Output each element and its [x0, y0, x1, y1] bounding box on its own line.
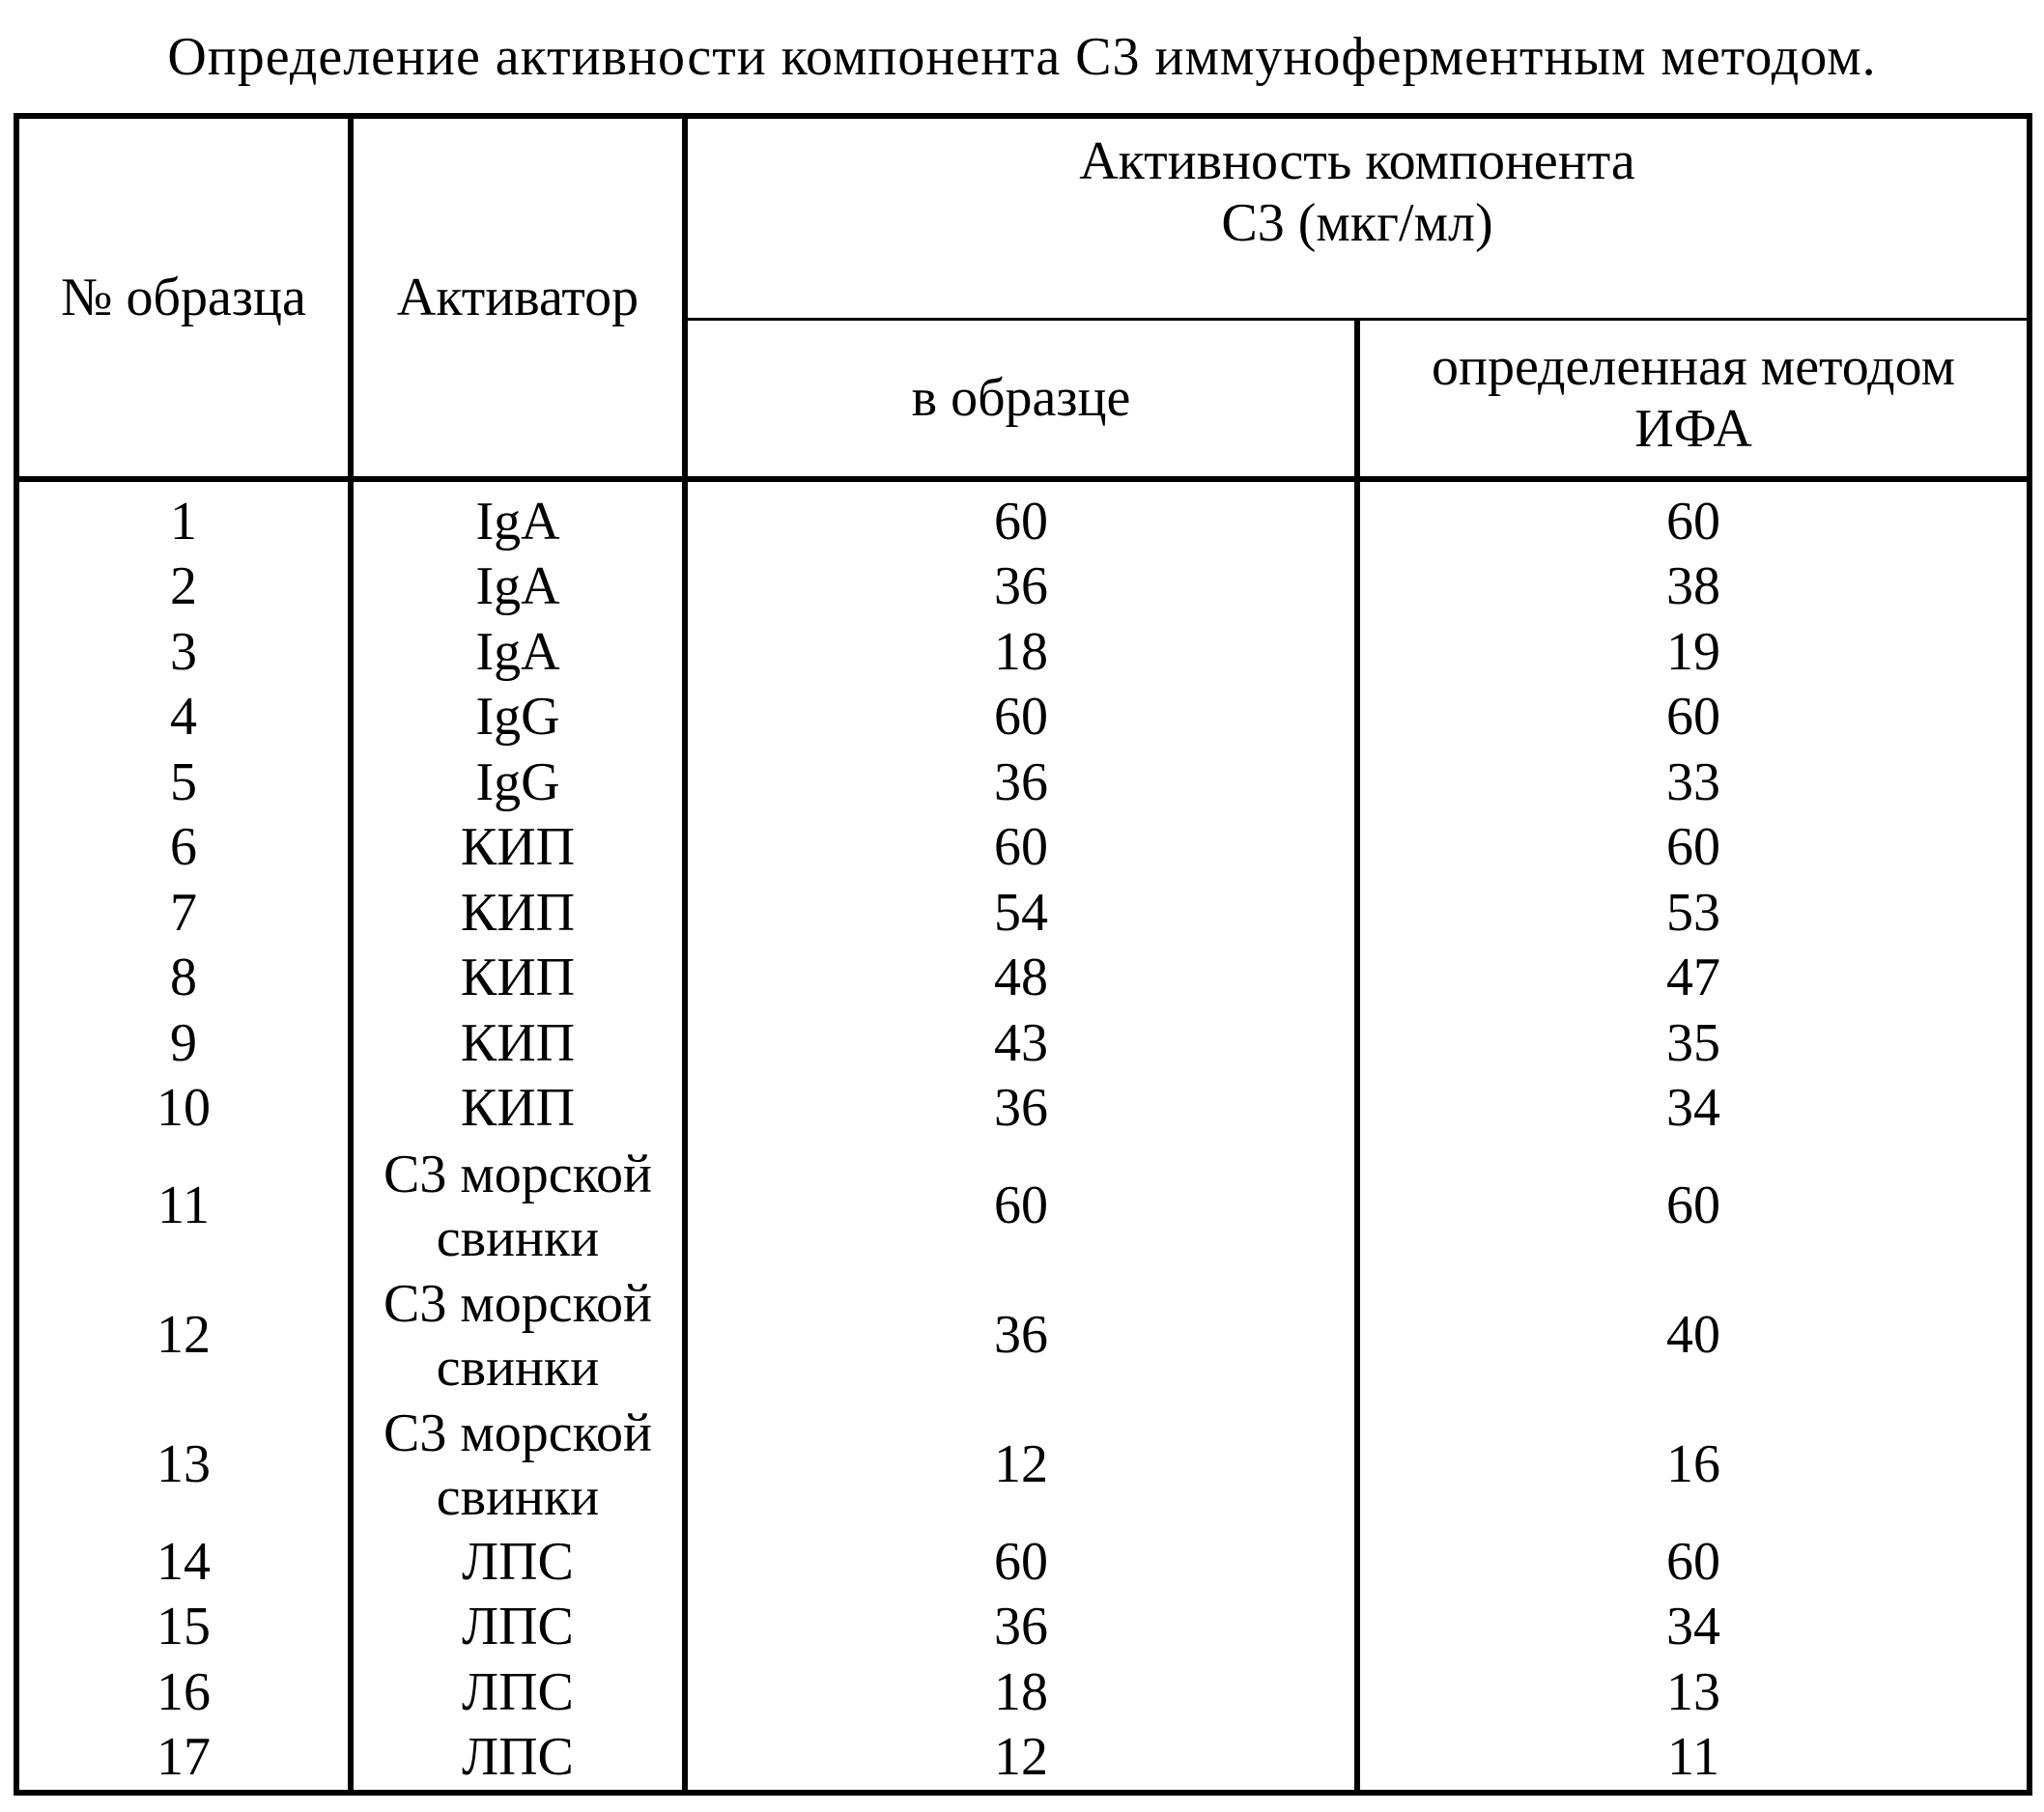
cell-in-sample: 12	[685, 1725, 1357, 1793]
cell-sample-no: 10	[16, 1076, 351, 1142]
cell-sample-no: 4	[16, 685, 351, 750]
cell-activator-line2: свинки	[436, 1466, 600, 1527]
header-in-sample: в образце	[685, 319, 1357, 479]
cell-activator: IgA	[351, 554, 685, 620]
header-activator: Активатор	[351, 116, 685, 479]
table-row	[16, 685, 2030, 750]
cell-elisa: 53	[1666, 882, 1720, 943]
table-body	[16, 479, 2030, 1793]
table-row	[16, 1660, 2030, 1726]
header-sample-no: № образца	[16, 116, 351, 479]
cell-activator: КИП	[351, 881, 685, 947]
cell-activator: ЛПС	[351, 1725, 685, 1793]
table-row	[16, 815, 2030, 881]
cell-activator: IgA	[351, 479, 685, 554]
cell-sample-no: 5	[16, 750, 351, 816]
cell-sample-no: 13	[16, 1401, 351, 1530]
cell-sample-no: 12	[16, 1271, 351, 1401]
cell-in-sample: 60	[685, 1142, 1357, 1271]
cell-activator	[351, 1401, 685, 1530]
cell-activator: ЛПС	[351, 1530, 685, 1596]
cell-sample-no: 1	[16, 479, 351, 554]
header-elisa-line1: определенная методом	[1431, 337, 1956, 398]
cell-elisa: 60	[1666, 492, 1720, 552]
cell-in-sample: 18	[685, 620, 1357, 686]
cell-elisa: 35	[1666, 1012, 1720, 1073]
table-row	[16, 554, 2030, 620]
cell-elisa: 33	[1666, 751, 1720, 812]
table-row	[16, 1595, 2030, 1660]
cell-activator: КИП	[351, 1011, 685, 1077]
cell-in-sample: 60	[685, 1530, 1357, 1596]
table-caption: Определение активности компонента С3 иммуноферментным методом.	[167, 27, 1877, 87]
cell-elisa: 19	[1666, 621, 1720, 682]
cell-in-sample: 36	[685, 1271, 1357, 1401]
header-activity-group-line2: С3 (мкг/мл)	[1221, 193, 1493, 253]
cell-activator: IgA	[351, 620, 685, 686]
header-elisa-line2: ИФА	[1634, 399, 1752, 460]
cell-activator-line2: свинки	[436, 1207, 600, 1268]
cell-activator: КИП	[351, 946, 685, 1011]
cell-elisa: 60	[1666, 687, 1720, 748]
cell-in-sample: 48	[685, 946, 1357, 1011]
cell-in-sample: 36	[685, 1076, 1357, 1142]
cell-in-sample: 54	[685, 881, 1357, 947]
cell-elisa: 60	[1666, 817, 1720, 878]
table-row	[16, 946, 2030, 1011]
cell-activator: IgG	[351, 685, 685, 750]
table-row	[16, 1271, 2030, 1401]
table-row	[16, 479, 2030, 554]
table-row	[16, 1725, 2030, 1793]
cell-sample-no: 15	[16, 1595, 351, 1660]
cell-in-sample: 43	[685, 1011, 1357, 1077]
table-row	[16, 1401, 2030, 1530]
cell-activator	[351, 1271, 685, 1401]
cell-activator-line2: свинки	[436, 1337, 600, 1398]
cell-elisa: 47	[1666, 948, 1720, 1008]
cell-in-sample: 12	[685, 1401, 1357, 1530]
cell-sample-no: 2	[16, 554, 351, 620]
header-activity-group	[685, 116, 2030, 319]
cell-elisa: 34	[1666, 1597, 1720, 1657]
cell-activator-line1: С3 морской	[383, 1402, 652, 1463]
cell-sample-no: 3	[16, 620, 351, 686]
cell-elisa: 11	[1667, 1727, 1719, 1787]
cell-sample-no: 16	[16, 1660, 351, 1726]
header-elisa	[1357, 319, 2030, 479]
activity-table	[14, 113, 2032, 1796]
cell-elisa: 13	[1666, 1661, 1720, 1722]
table-row	[16, 881, 2030, 947]
cell-sample-no: 8	[16, 946, 351, 1011]
cell-activator: КИП	[351, 1076, 685, 1142]
cell-activator: ЛПС	[351, 1660, 685, 1726]
cell-in-sample: 60	[685, 685, 1357, 750]
cell-activator: ЛПС	[351, 1595, 685, 1660]
header-activity-group-line1: Активность компонента	[1079, 131, 1635, 191]
cell-sample-no: 7	[16, 881, 351, 947]
cell-in-sample: 36	[685, 1595, 1357, 1660]
table-header	[16, 116, 2030, 479]
table-row	[16, 1142, 2030, 1271]
cell-elisa: 38	[1666, 556, 1720, 617]
cell-activator: IgG	[351, 750, 685, 816]
table-row	[16, 1076, 2030, 1142]
cell-activator: КИП	[351, 815, 685, 881]
cell-in-sample: 60	[685, 815, 1357, 881]
cell-activator-line1: С3 морской	[383, 1273, 652, 1334]
cell-sample-no: 6	[16, 815, 351, 881]
cell-in-sample: 18	[685, 1660, 1357, 1726]
table-row	[16, 1011, 2030, 1077]
cell-sample-no: 9	[16, 1011, 351, 1077]
cell-activator-line1: С3 морской	[383, 1144, 652, 1204]
cell-in-sample: 36	[685, 750, 1357, 816]
cell-sample-no: 17	[16, 1725, 351, 1793]
table-row	[16, 750, 2030, 816]
cell-activator	[351, 1142, 685, 1271]
cell-in-sample: 60	[685, 479, 1357, 554]
cell-elisa: 40	[1666, 1305, 1720, 1365]
table-row	[16, 1530, 2030, 1596]
cell-elisa: 34	[1666, 1078, 1720, 1139]
cell-in-sample: 36	[685, 554, 1357, 620]
cell-elisa: 16	[1666, 1434, 1720, 1494]
cell-sample-no: 11	[16, 1142, 351, 1271]
cell-elisa: 60	[1666, 1175, 1720, 1235]
table-row	[16, 620, 2030, 686]
cell-sample-no: 14	[16, 1530, 351, 1596]
cell-elisa: 60	[1666, 1531, 1720, 1592]
